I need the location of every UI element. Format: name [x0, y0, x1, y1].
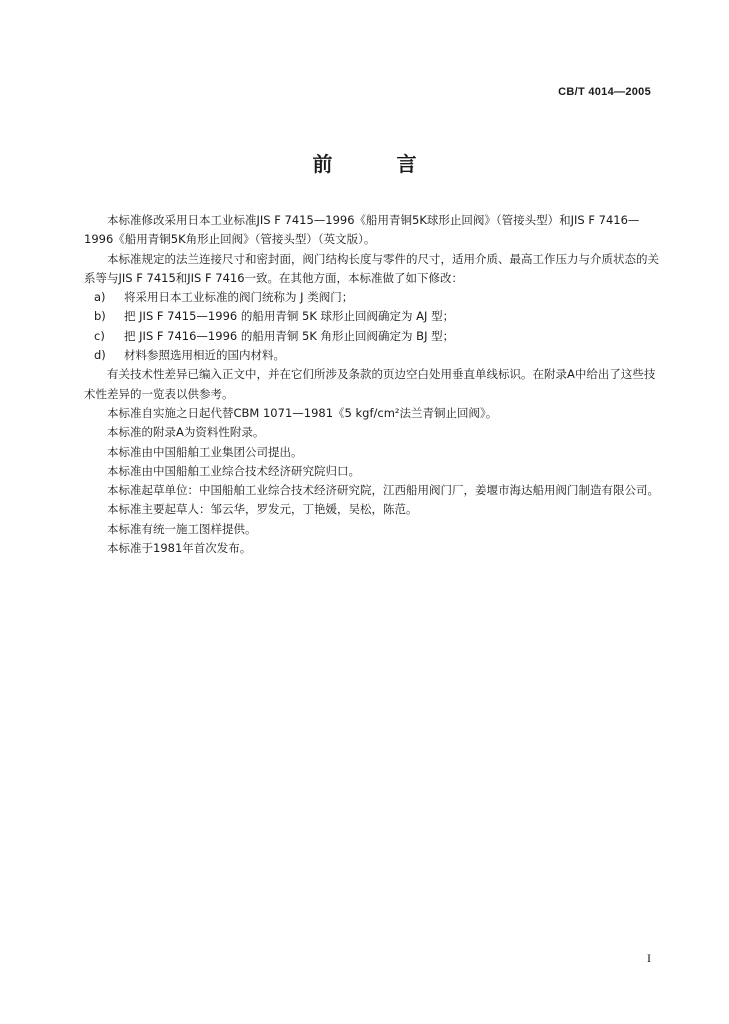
paragraph: 本标准主要起草人：邹云华，罗发元，丁艳媛，吴松，陈范。 — [107, 502, 418, 517]
paragraph: 本标准的附录A为资料性附录。 — [107, 425, 265, 440]
list-item-mark: c) — [94, 328, 105, 343]
paragraph: 本标准于1981年首次发布。 — [107, 541, 252, 556]
list-item-mark: b) — [94, 309, 106, 324]
list-item — [84, 346, 666, 365]
paragraph: 本标准由中国船舶工业综合技术经济研究院归口。 — [107, 463, 360, 478]
list-item-text: 将采用日本工业标准的阀门统称为 J 类阀门； — [124, 290, 354, 305]
paragraph: 本标准自实施之日起代替CBM 1071—1981《5 kgf/cm²法兰青铜止回阀》。 — [107, 405, 498, 420]
paragraph: 本标准起草单位：中国船舶工业综合技术经济研究院，江西船用阀门厂，姜堰市海达船用阀门制造有限公司。 — [107, 483, 659, 498]
page-title: 前 言 — [312, 152, 439, 176]
list-item-mark: a) — [94, 290, 106, 305]
list-item-text: 把 JIS F 7416—1996 的船用青铜 5K 角形止回阀确定为 BJ 型； — [124, 328, 455, 343]
foreword-body — [84, 211, 666, 558]
standard-code: CB/T 4014—2005 — [558, 86, 651, 98]
list-item — [84, 288, 666, 307]
list-item-mark: d) — [94, 348, 106, 363]
paragraph: 本标准由中国船舶工业集团公司提出。 — [107, 444, 303, 459]
paragraph: 本标准有统一施工图样提供。 — [107, 521, 257, 536]
list-item-text: 把 JIS F 7415—1996 的船用青铜 5K 球形止回阀确定为 AJ 型； — [124, 309, 455, 324]
paragraph: 有关技术性差异已编入正文中，并在它们所涉及条款的页边空白处用垂直单线标识。在附录A中给出了这些技术性差异的一览表以供参考。 — [84, 367, 656, 401]
list-item-text: 材料参照选用相近的国内材料。 — [124, 348, 285, 363]
list-item — [84, 307, 666, 326]
paragraph: 本标准修改采用日本工业标准JIS F 7415—1996《船用青铜5K球形止回阀》（管接头型）和JIS F 7416—1996《船用青铜5K角形止回阀》（管接头型）（英文版）。 — [84, 213, 640, 247]
list-item — [84, 327, 666, 346]
paragraph: 本标准规定的法兰连接尺寸和密封面，阀门结构长度与零件的尺寸，适用介质、最高工作压力与介质状态的关系等与JIS F 7415和JIS F 7416一致。在其他方面，本标准做了如下修改： — [84, 251, 659, 285]
page-number: I — [647, 951, 651, 965]
